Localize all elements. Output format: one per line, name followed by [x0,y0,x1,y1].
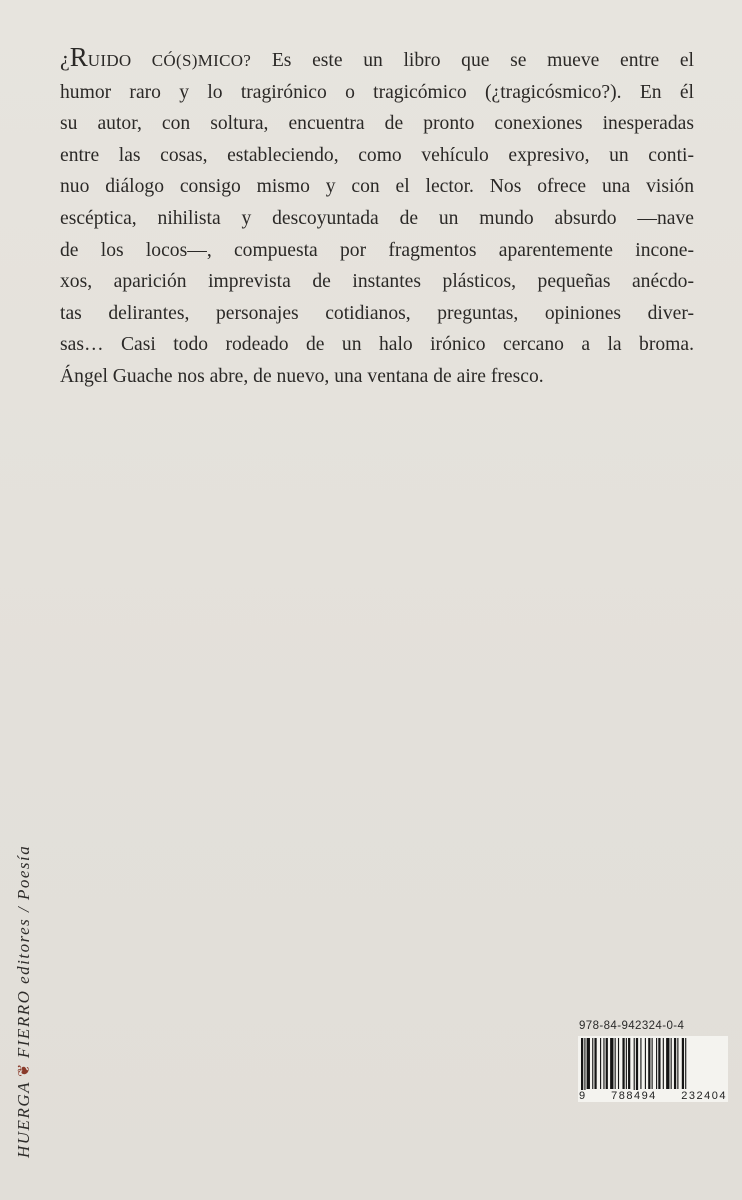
barcode-digits [578,1089,728,1102]
blurb-line: escéptica, nihilista y descoyuntada de un mundo absurdo —nave [60,207,694,229]
blurb-line: humor raro y lo tragirónico o tragicómico (¿tragicósmico?). En él [60,81,694,103]
publisher-imprint [14,845,34,1158]
publisher-name-fierro: FIERRO editores / Poesía [14,844,33,1059]
blurb-line: nuo diálogo consigo mismo y con el lector. Nos ofrece una visión [60,176,694,198]
blurb-text [60,42,694,393]
lead-title: UIDO CÓ(S)MICO? [87,51,252,70]
isbn-number: 978-84-942324-0-4 [579,1020,685,1032]
barcode-digit-group-right: 232404 [681,1089,727,1102]
blurb-line: tas delirantes, personajes cotidianos, preguntas, opiniones diver- [60,302,694,324]
barcode-digit-group-left: 788494 [611,1089,657,1102]
blurb-line: sas… Casi todo rodeado de un halo irónico cercano a la broma. [60,334,694,356]
blurb-line: xos, aparición imprevista de instantes plásticos, pequeñas anécdo- [60,271,694,293]
lead-initial: R [69,42,88,72]
blurb-line: su autor, con soltura, encuentra de pronto conexiones inesperadas [60,113,694,135]
lead-question-mark: ¿ [60,46,70,71]
fleuron-icon: ❦ [16,1062,33,1078]
blurb-line: entre las cosas, estableciendo, como vehículo expresivo, un conti- [60,144,694,166]
publisher-name-huerga: HUERGA [14,1081,33,1158]
blurb-line: Ángel Guache nos abre, de nuevo, una ventana de aire fresco. [60,365,544,387]
barcode-digit-prefix: 9 [579,1089,587,1102]
blurb-line: ¿RUIDO CÓ(S)MICO? Es este un libro que se mueve entre el [60,42,694,72]
blurb-line: de los locos—, compuesta por fragmentos aparentemente incone- [60,239,694,261]
